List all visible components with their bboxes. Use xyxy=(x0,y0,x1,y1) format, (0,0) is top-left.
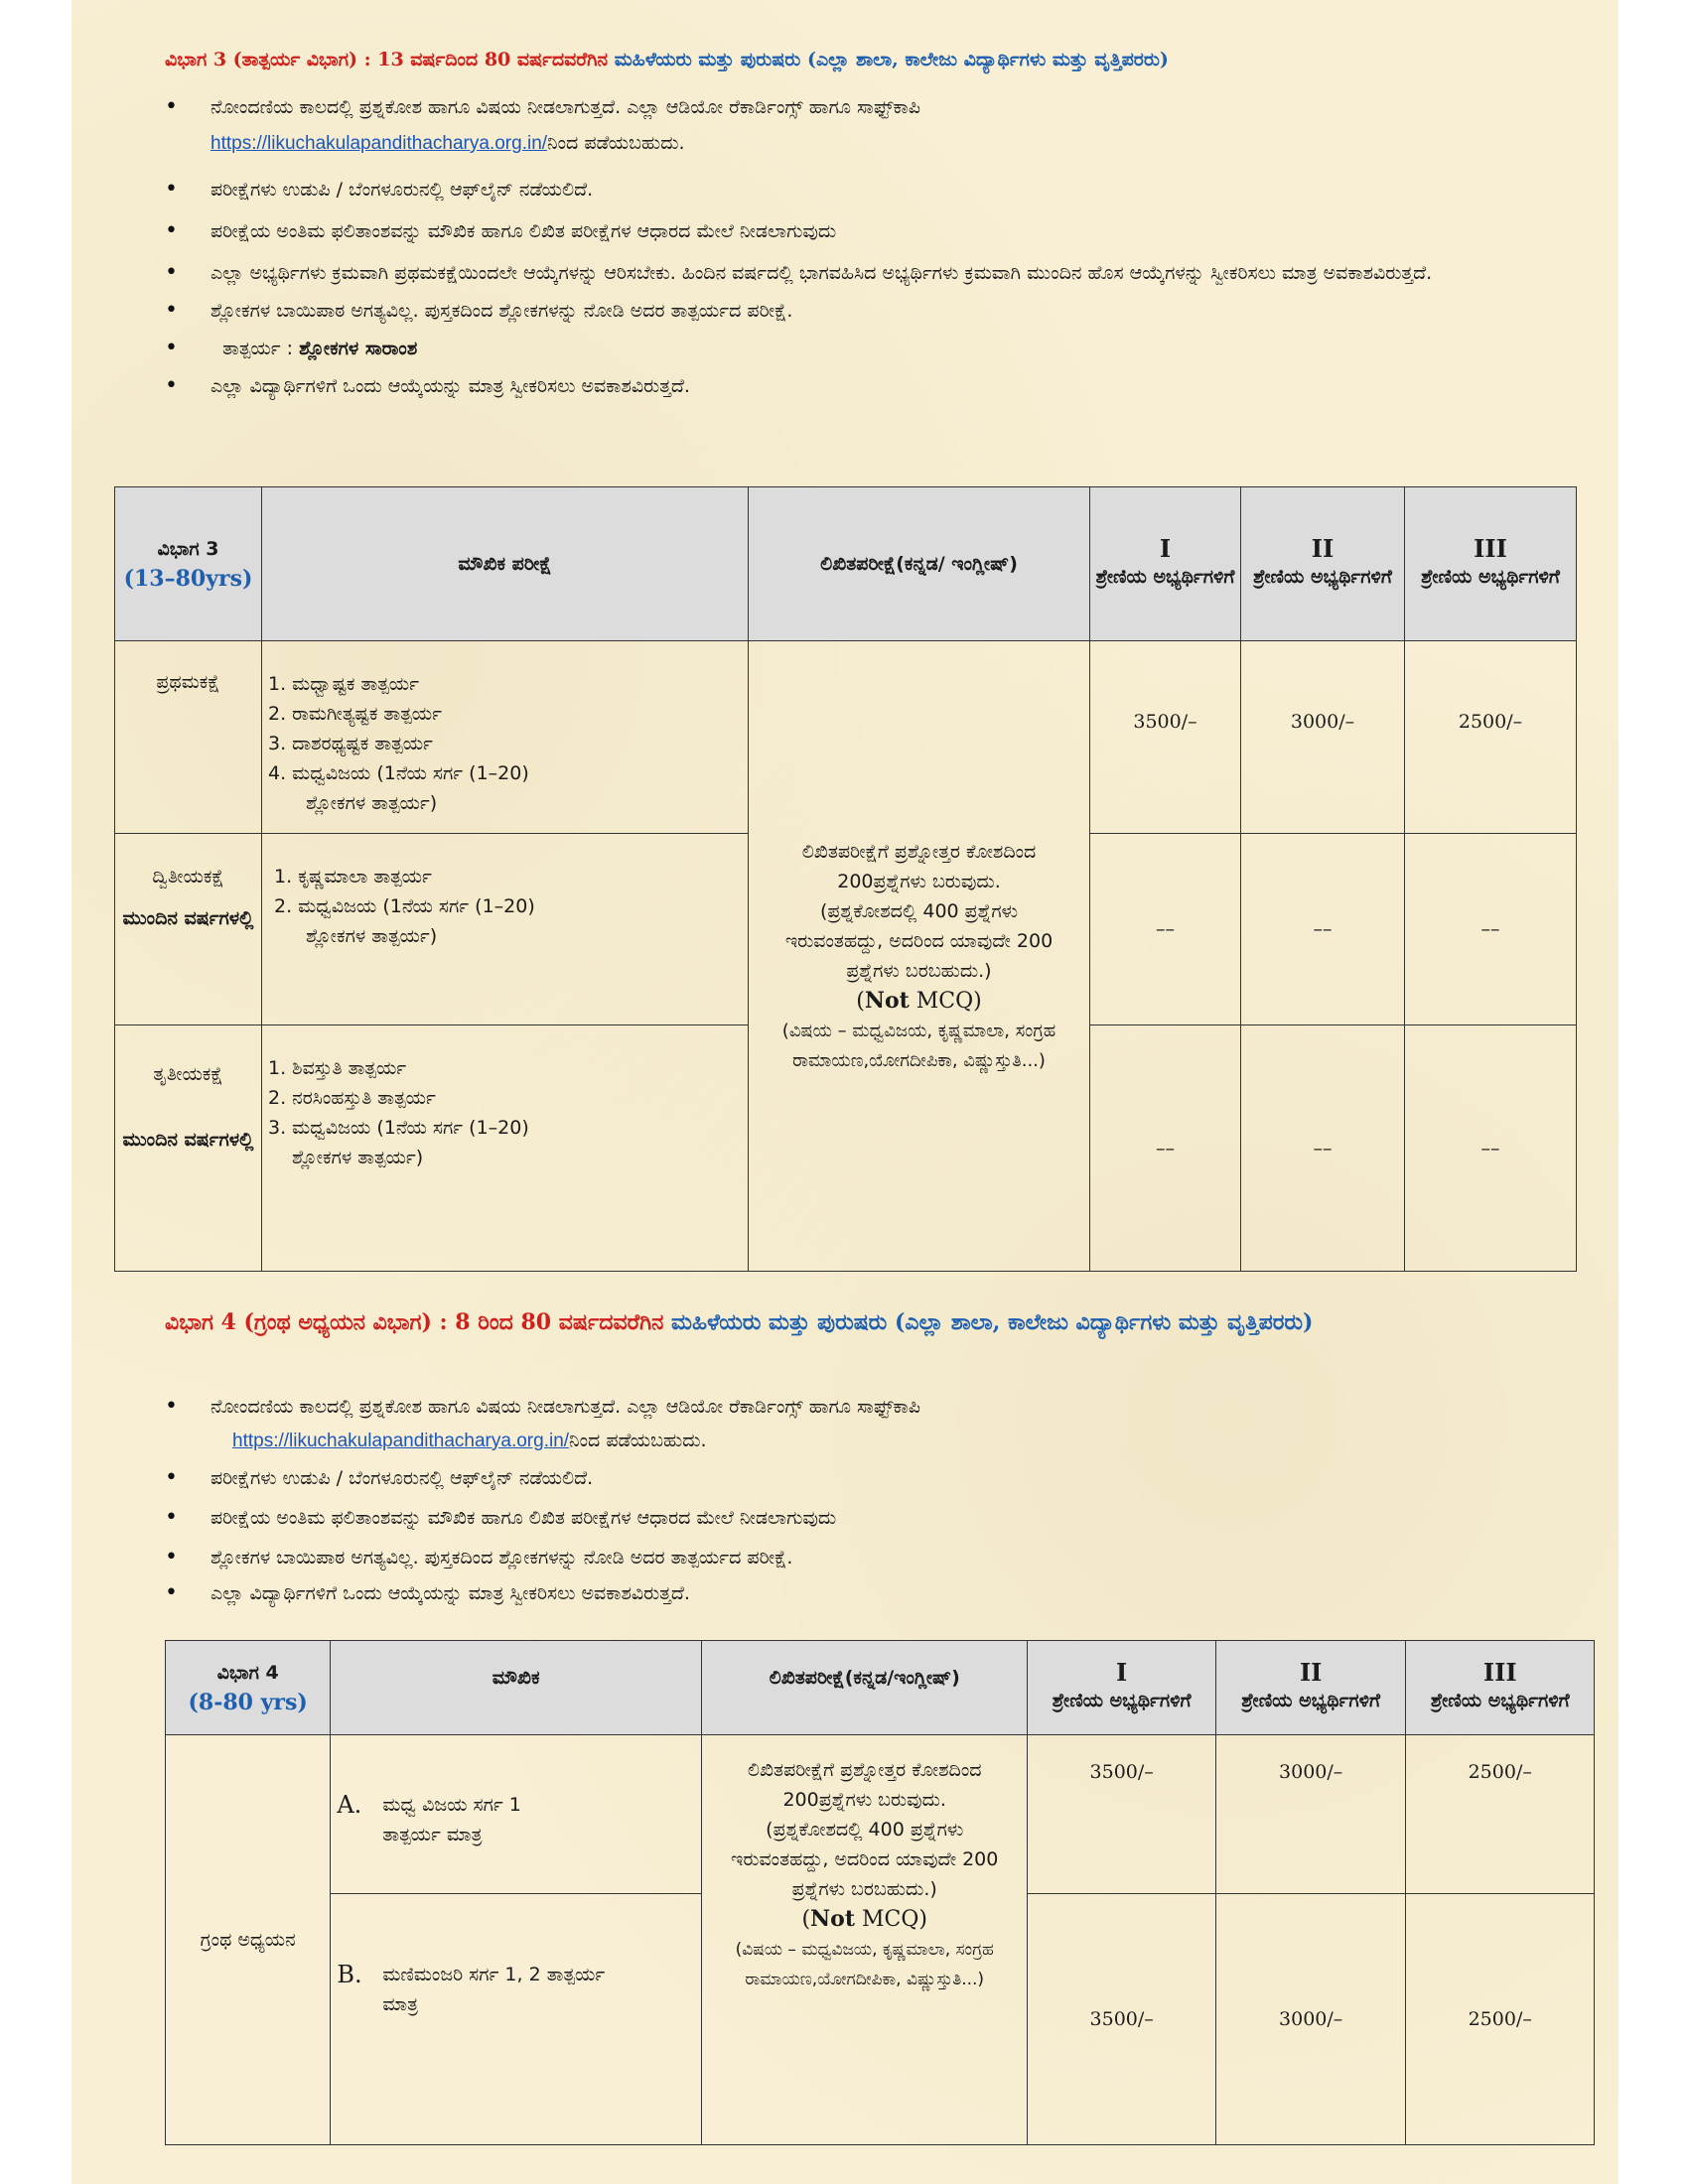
table3-r3-fee-2: –– xyxy=(1241,1025,1405,1272)
table3-header-oral: ಮೌಖಿಕ ಪರೀಕ್ಷೆ xyxy=(262,487,749,641)
table3-header-section xyxy=(115,487,262,641)
table3-r3-fee-1: –– xyxy=(1090,1025,1241,1272)
section3-heading-red: ವಿಭಾಗ 3 (ತಾತ್ಪರ್ಯ ವಿಭಾಗ) : 13 ವರ್ಷದಿಂದ 80 ವರ್ಷದವರೆಗಿನ xyxy=(165,49,609,70)
table4-header-row xyxy=(166,1641,1595,1735)
section3-bullet-2 xyxy=(165,172,1585,207)
table4-not-mcq xyxy=(706,1904,1023,1935)
table3-r1-oral xyxy=(262,641,749,834)
table4-cat-2-label: ಶ್ರೇಣಿಯ ಅಭ್ಯರ್ಥಿಗಳಿಗೆ xyxy=(1241,1690,1381,1711)
section3-table xyxy=(114,486,1577,1272)
table3-r1-fee-3: 2500/– xyxy=(1405,641,1577,834)
section3-bullet-1 xyxy=(165,89,1585,162)
table4-written-desc xyxy=(702,1735,1028,2145)
table3-header-written: ಲಿಖಿತಪರೀಕ್ಷೆ(ಕನ್ನಡ/ ಇಂಗ್ಲೀಷ್) xyxy=(749,487,1090,641)
table3-r2-item: 2. ಮಧ್ವವಿಜಯ (1ನೆಯ ಸರ್ಗ (1–20) xyxy=(274,895,535,917)
table3-not-mcq-open: ( xyxy=(856,988,865,1014)
section3-bullet-list xyxy=(165,89,1585,404)
table4-option-b-text: ಮಣಿಮಂಜರಿ ಸರ್ಗ 1, 2 ತಾತ್ಪರ್ಯ ಮಾತ್ರ xyxy=(382,1964,606,2015)
table4-option-b-wrap xyxy=(337,1960,691,2019)
table4-age-range: (8-80 yrs) xyxy=(188,1690,308,1715)
table3-r1-fee-2: 3000/– xyxy=(1241,641,1405,834)
table4-header-cat3 xyxy=(1406,1641,1595,1735)
section4-bullet-list xyxy=(165,1390,1585,1611)
table3-section-label: ವಿಭಾಗ 3 xyxy=(157,538,219,560)
table3-r2-sub: ಮುಂದಿನ ವರ್ಷಗಳಲ್ಲಿ xyxy=(122,907,254,929)
table3-r1-item: 4. ಮಧ್ವವಿಜಯ (1ನೆಯ ಸರ್ಗ (1–20) xyxy=(268,762,529,784)
section3-website-link[interactable]: https://likuchakulapandithacharya.org.in/ xyxy=(211,133,548,154)
table4-written-a: ಲಿಖಿತಪರೀಕ್ಷೆಗೆ ಪ್ರಶ್ನೋತ್ತರ ಕೋಶದಿಂದ 200ಪ್ರಶ್ನೆಗಳು ಬರುವುದು. xyxy=(747,1759,982,1811)
table4-roman-3: III xyxy=(1482,1658,1517,1687)
table4-cat-1-label: ಶ್ರೇಣಿಯ ಅಭ್ಯರ್ಥಿಗಳಿಗೆ xyxy=(1052,1690,1192,1711)
section4-heading-red: ವಿಭಾಗ 4 (ಗ್ರಂಥ ಅಧ್ಯಯನ ವಿಭಾಗ) : 8 ರಿಂದ 80 ವರ್ಷದವರೆಗಿನ xyxy=(165,1309,664,1335)
section3-bullet-5 xyxy=(165,293,1585,329)
table3-roman-3: III xyxy=(1474,534,1507,563)
section3-bullet-4-text: ಎಲ್ಲಾ ಅಭ್ಯರ್ಥಿಗಳು ಕ್ರಮವಾಗಿ ಪ್ರಥಮಕಕ್ಷೆಯಿಂದಲೇ ಆಯ್ಕೆಗಳನ್ನು ಆರಿಸಬೇಕು. ಹಿಂದಿನ ವರ್ಷದಲ್ಲಿ ಭಾಗವಹಿಸಿದ ಅಭ್ಯರ್ಥಿಗಳು ಕ್ರಮವಾಗಿ ಮುಂದಿನ ಹೊಸ ಆಯ್ಕೆಗಳನ್ನು ಸ್ವೀಕರಿಸಲು ಮಾತ್ರ ಅವಕಾಶವಿರುತ್ತದೆ. xyxy=(211,262,1433,284)
table3-roman-2: II xyxy=(1311,534,1335,563)
table3-cat-2-label: ಶ್ರೇಣಿಯ ಅಭ್ಯರ್ಥಿಗಳಿಗೆ xyxy=(1253,566,1392,588)
table3-written-b: (ಪ್ರಶ್ನಕೋಶದಲ್ಲಿ 400 ಪ್ರಶ್ನೆಗಳು ಇರುವಂತಹದ್ದು, ಅದರಿಂದ ಯಾವುದೇ 200 ಪ್ರಶ್ನೆಗಳು ಬರಬಹುದು.) xyxy=(784,899,1054,982)
table4-option-a-wrap xyxy=(337,1790,691,1849)
table3-row-1 xyxy=(115,641,1577,834)
table3-not-mcq-rest: MCQ) xyxy=(909,988,982,1014)
table3-age-range: (13–80yrs) xyxy=(123,566,253,592)
table3-r2-fee-2: –– xyxy=(1241,834,1405,1025)
section4-heading-blue: ಮಹಿಳೆಯರು ಮತ್ತು ಪುರುಷರು (ಎಲ್ಲಾ ಶಾಲಾ, ಕಾಲೇಜು ವಿದ್ಯಾರ್ಥಿಗಳು ಮತ್ತು ವೃತ್ತಿಪರರು) xyxy=(671,1309,1314,1335)
table4-label xyxy=(166,1735,331,2145)
table4-header-written: ಲಿಖಿತಪರೀಕ್ಷೆ(ಕನ್ನಡ/ಇಂಗ್ಲೀಷ್) xyxy=(702,1641,1028,1735)
table3-written-c: (ವಿಷಯ – ಮಧ್ವವಿಜಯ, ಕೃಷ್ಣಮಾಲಾ, ಸಂಗ್ರಹ ರಾಮಾಯಣ,ಯೋಗದೀಪಿಕಾ, ವಿಷ್ಣುಸ್ತುತಿ...) xyxy=(781,1020,1056,1071)
table4-option-b-letter: B. xyxy=(337,1961,362,1988)
table3-r1-item: 3. ದಾಶರಥ್ಯಷ್ಟಕ ತಾತ್ಪರ್ಯ xyxy=(268,733,433,754)
section4-bullet-3 xyxy=(165,1500,1585,1536)
table4-header-section xyxy=(166,1641,331,1735)
table4-not-mcq-bold: Not xyxy=(810,1906,855,1932)
section4-heading xyxy=(165,1304,1495,1340)
table3-r1-label-text: ಪ್ರಥಮಕಕ್ಷೆ xyxy=(156,671,220,693)
table4-option-a-letter: A. xyxy=(337,1790,362,1819)
table3-r2-fee-3: –– xyxy=(1405,834,1577,1025)
section4-bullet-3-text: ಪರೀಕ್ಷೆಯ ಅಂತಿಮ ಫಲಿತಾಂಶವನ್ನು ಮೌಖಿಕ ಹಾಗೂ ಲಿಖಿತ ಪರೀಕ್ಷೆಗಳ ಆಧಾರದ ಮೇಲೆ ನೀಡಲಾಗುವುದು xyxy=(211,1507,837,1529)
section4-bullet-1-text: ನೋಂದಣಿಯ ಕಾಲದಲ್ಲಿ ಪ್ರಶ್ನಕೋಶ ಹಾಗೂ ವಿಷಯ ನೀಡಲಾಗುತ್ತದೆ. ಎಲ್ಲಾ ಆಡಿಯೋ ರೆಕಾರ್ಡಿಂಗ್ಸ್ ಹಾಗೂ ಸಾಫ್ಟ್‌ಕಾಪಿ xyxy=(211,1396,920,1418)
table4-option-a-text: ಮಧ್ವ ವಿಜಯ ಸರ್ಗ 1 ತಾತ್ಪರ್ಯ ಮಾತ್ರ xyxy=(382,1793,521,1845)
section3-bullet-7-text: ಎಲ್ಲಾ ವಿದ್ಯಾರ್ಥಿಗಳಿಗೆ ಒಂದು ಆಯ್ಕೆಯನ್ನು ಮಾತ್ರ ಸ್ವೀಕರಿಸಲು ಅವಕಾಶವಿರುತ್ತದೆ. xyxy=(211,375,690,397)
table3-written-desc xyxy=(749,641,1090,1272)
table4-not-mcq-open: ( xyxy=(801,1907,811,1932)
section3-link-suffix: ನಿಂದ ಪಡೆಯಬಹುದು. xyxy=(547,132,685,154)
section3-bullet-6 xyxy=(165,331,1585,366)
table4-b-fee-1: 3500/– xyxy=(1028,1894,1215,2145)
section4-bullet-5-text: ಎಲ್ಲಾ ವಿದ್ಯಾರ್ಥಿಗಳಿಗೆ ಒಂದು ಆಯ್ಕೆಯನ್ನು ಮಾತ್ರ ಸ್ವೀಕರಿಸಲು ಅವಕಾಶವಿರುತ್ತದೆ. xyxy=(211,1582,690,1604)
section3-heading xyxy=(165,44,1575,76)
table4-b-fee-2: 3000/– xyxy=(1215,1894,1406,2145)
table3-roman-1: I xyxy=(1159,534,1172,563)
table3-header-cat1 xyxy=(1090,487,1241,641)
table3-r3-oral xyxy=(262,1025,749,1272)
table3-r2-label-text: ದ್ವಿತೀಯಕಕ್ಷೆ xyxy=(152,866,224,887)
table3-written-a: ಲಿಖಿತಪರೀಕ್ಷೆಗೆ ಪ್ರಶ್ನೋತ್ತರ ಕೋಶದಿಂದ 200ಪ್ರಶ್ನೆಗಳು ಬರುವುದು. xyxy=(801,840,1037,892)
table4-written-c: (ವಿಷಯ – ಮಧ್ವವಿಜಯ, ಕೃಷ್ಣಮಾಲಾ, ಸಂಗ್ರಹ ರಾಮಾಯಣ,ಯೋಗದೀಪಿಕಾ, ವಿಷ್ಣುಸ್ತುತಿ...) xyxy=(735,1940,994,1989)
section3-bullet-4 xyxy=(165,255,1585,291)
table3-r3-item: ಶ್ಲೋಕಗಳ ತಾತ್ಪರ್ಯ) xyxy=(292,1147,424,1168)
table3-r3-item: 2. ನರಸಿಂಹಸ್ತುತಿ ತಾತ್ಪರ್ಯ xyxy=(268,1087,436,1109)
table4-a-fee-2: 3000/– xyxy=(1215,1735,1406,1894)
section3-bullet-7 xyxy=(165,368,1585,404)
table4-cat-3-label: ಶ್ರೇಣಿಯ ಅಭ್ಯರ್ಥಿಗಳಿಗೆ xyxy=(1430,1690,1570,1711)
table3-cat-1-label: ಶ್ರೇಣಿಯ ಅಭ್ಯರ್ಥಿಗಳಿಗೆ xyxy=(1095,566,1235,588)
table3-r1-fee-1: 3500/– xyxy=(1090,641,1241,834)
section4-bullet-2 xyxy=(165,1460,1585,1496)
document-page xyxy=(71,0,1618,2184)
table3-r3-label xyxy=(115,1025,262,1272)
section4-table xyxy=(165,1640,1595,2145)
table4-label-text: ಗ್ರಂಥ ಅಧ್ಯಯನ xyxy=(200,1929,296,1951)
table3-r3-sub: ಮುಂದಿನ ವರ್ಷಗಳಲ್ಲಿ xyxy=(122,1129,254,1151)
section3-bullet-1-text: ನೋಂದಣಿಯ ಕಾಲದಲ್ಲಿ ಪ್ರಶ್ನಕೋಶ ಹಾಗೂ ವಿಷಯ ನೀಡಲಾಗುತ್ತದೆ. ಎಲ್ಲಾ ಆಡಿಯೋ ರೆಕಾರ್ಡಿಂಗ್ಸ್ ಹಾಗೂ ಸಾಫ್ಟ್‌ಕಾಪಿ xyxy=(211,96,920,118)
table4-a-fee-3: 2500/– xyxy=(1406,1735,1595,1894)
table3-r2-item: 1. ಕೃಷ್ಣಮಾಲಾ ತಾತ್ಪರ್ಯ xyxy=(274,866,432,887)
table3-r1-item: 1. ಮಧ್ವಾಷ್ಟಕ ತಾತ್ಪರ್ಯ xyxy=(268,673,419,695)
table3-r3-label-text: ತೃತೀಯಕಕ್ಷೆ xyxy=(153,1063,223,1085)
section4-bullet-1 xyxy=(165,1390,1585,1458)
table4-header-cat1 xyxy=(1028,1641,1215,1735)
table4-not-mcq-rest: MCQ) xyxy=(854,1907,927,1932)
table4-section-label: ವಿಭಾಗ 4 xyxy=(216,1662,279,1684)
table3-cat-3-label: ಶ್ರೇಣಿಯ ಅಭ್ಯರ್ಥಿಗಳಿಗೆ xyxy=(1421,566,1560,588)
section3-bullet-6-bold: ಶ್ಲೋಕಗಳ ಸಾರಾಂಶ xyxy=(299,338,418,359)
table4-header-cat2 xyxy=(1215,1641,1406,1735)
table3-r2-item: ಶ್ಲೋಕಗಳ ತಾತ್ಪರ್ಯ) xyxy=(306,925,438,947)
table4-roman-1: I xyxy=(1116,1658,1128,1687)
section4-website-link[interactable]: https://likuchakulapandithacharya.org.in/ xyxy=(232,1431,570,1451)
table4-written-b: (ಪ್ರಶ್ನಕೋಶದಲ್ಲಿ 400 ಪ್ರಶ್ನೆಗಳು ಇರುವಂತಹದ್ದು, ಅದರಿಂದ ಯಾವುದೇ 200 ಪ್ರಶ್ನೆಗಳು ಬರಬಹುದು.) xyxy=(731,1819,999,1900)
section3-bullet-3-text: ಪರೀಕ್ಷೆಯ ಅಂತಿಮ ಫಲಿತಾಂಶವನ್ನು ಮೌಖಿಕ ಹಾಗೂ ಲಿಖಿತ ಪರೀಕ್ಷೆಗಳ ಆಧಾರದ ಮೇಲೆ ನೀಡಲಾಗುವುದು xyxy=(211,220,837,242)
table4-roman-2: II xyxy=(1299,1658,1323,1687)
table3-r3-item: 1. ಶಿವಸ್ತುತಿ ತಾತ್ಪರ್ಯ xyxy=(268,1057,407,1079)
section4-bullet-5 xyxy=(165,1575,1585,1611)
table3-r1-item: ಶ್ಲೋಕಗಳ ತಾತ್ಪರ್ಯ) xyxy=(306,792,438,814)
table3-header-cat3 xyxy=(1405,487,1577,641)
section4-link-suffix: ನಿಂದ ಪಡೆಯಬಹುದು. xyxy=(569,1430,707,1451)
table4-row-a xyxy=(166,1735,1595,1894)
table3-r3-item: 3. ಮಧ್ವವಿಜಯ (1ನೆಯ ಸರ್ಗ (1–20) xyxy=(268,1117,529,1139)
table3-r3-fee-3: –– xyxy=(1405,1025,1577,1272)
table3-r1-label xyxy=(115,641,262,834)
section3-heading-blue: ಮಹಿಳೆಯರು ಮತ್ತು ಪುರುಷರು (ಎಲ್ಲಾ ಶಾಲಾ, ಕಾಲೇಜು ವಿದ್ಯಾರ್ಥಿಗಳು ಮತ್ತು ವೃತ್ತಿಪರರು) xyxy=(614,49,1169,70)
table3-r2-label xyxy=(115,834,262,1025)
table3-r1-item: 2. ರಾಮಗೀತ್ಯಷ್ಟಕ ತಾತ್ಪರ್ಯ xyxy=(268,703,442,725)
table3-not-mcq-bold: Not xyxy=(864,987,910,1014)
section3-bullet-6-label: ತಾತ್ಪರ್ಯ : xyxy=(222,338,300,359)
table4-b-fee-3: 2500/– xyxy=(1406,1894,1595,2145)
table3-r2-fee-1: –– xyxy=(1090,834,1241,1025)
section4-bullet-4 xyxy=(165,1540,1585,1575)
table4-option-b xyxy=(331,1894,702,2145)
section3-bullet-2-text: ಪರೀಕ್ಷೆಗಳು ಉಡುಪಿ / ಬೆಂಗಳೂರುನಲ್ಲಿ ಆಫ್‌ಲೈನ್ ನಡೆಯಲಿದೆ. xyxy=(211,179,594,201)
table4-header-oral: ಮೌಖಿಕ xyxy=(331,1641,702,1735)
table3-header-cat2 xyxy=(1241,487,1405,641)
section4-bullet-2-text: ಪರೀಕ್ಷೆಗಳು ಉಡುಪಿ / ಬೆಂಗಳೂರುನಲ್ಲಿ ಆಫ್‌ಲೈನ್ ನಡೆಯಲಿದೆ. xyxy=(211,1467,594,1489)
section4-bullet-4-text: ಶ್ಲೋಕಗಳ ಬಾಯಿಪಾಠ ಅಗತ್ಯವಿಲ್ಲ. ಪುಸ್ತಕದಿಂದ ಶ್ಲೋಕಗಳನ್ನು ನೋಡಿ ಅದರ ತಾತ್ಪರ್ಯದ ಪರೀಕ್ಷೆ. xyxy=(211,1547,793,1569)
table3-not-mcq xyxy=(755,986,1083,1017)
table3-header-row xyxy=(115,487,1577,641)
table3-r2-oral xyxy=(262,834,749,1025)
table4-a-fee-1: 3500/– xyxy=(1028,1735,1215,1894)
table4-option-a xyxy=(331,1735,702,1894)
section3-bullet-5-text: ಶ್ಲೋಕಗಳ ಬಾಯಿಪಾಠ ಅಗತ್ಯವಿಲ್ಲ. ಪುಸ್ತಕದಿಂದ ಶ್ಲೋಕಗಳನ್ನು ನೋಡಿ ಅದರ ತಾತ್ಪರ್ಯದ ಪರೀಕ್ಷೆ. xyxy=(211,300,793,322)
section3-bullet-3 xyxy=(165,213,1585,249)
